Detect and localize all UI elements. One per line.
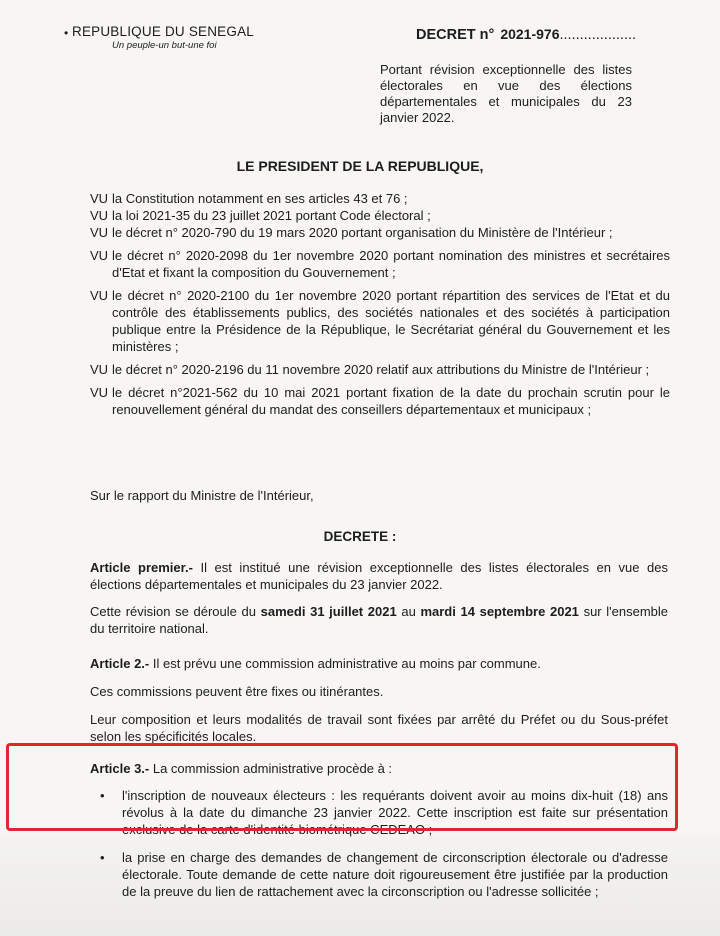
decrete-heading: DECRETE : (323, 529, 397, 544)
bullet-text: la prise en charge des demandes de changement de circonscription électorale ou d'adresse électorale. Toute demande de cette nature doit rigoureusement être justifiée par la production de la preuve du lien de rattachement avec la circonscription ou l'adresse sollicitée ; (122, 850, 668, 899)
decree-number: 2021-976 (500, 26, 560, 42)
decree-number-line (416, 26, 636, 43)
vu-list (90, 190, 670, 424)
bullet-icon: • (100, 788, 105, 803)
article-1-text: Il est institué une révision exceptionnelle des listes électorales en vue des élections départementales et municipales du 23 janvier 2022. (90, 560, 668, 592)
dates-text: Cette révision se déroule du (90, 604, 261, 619)
article-2-paragraph-2: Ces commissions peuvent être fixes ou itinérantes. (90, 684, 384, 699)
article-1-label: Article premier.- (90, 560, 193, 575)
republic-name: REPUBLIQUE DU SENEGAL (72, 24, 255, 39)
article-2-paragraph-3: Leur composition et leurs modalités de travail sont fixées par arrêté du Préfet ou du Sous-préfet selon les spécificités locales. (90, 712, 668, 744)
vu-text: le décret n° 2020-2100 du 1er novembre 2020 portant répartition des services de l'Etat et du contrôle des établissements publics, des sociétés nationales et des sociétés à participation publique entre la Présidence de la République, le Secrétariat général du Gouvernement et les ministères ; (112, 288, 670, 354)
vu-prefix: VU (90, 191, 109, 206)
republic-header (64, 24, 255, 51)
article-2-paragraph (90, 655, 668, 672)
vu-text: le décret n° 2020-2196 du 11 novembre 2020 relatif aux attributions du Ministre de l'Intérieur ; (112, 362, 650, 377)
vu-item (90, 247, 670, 281)
decree-label: DECRET n° (416, 27, 495, 43)
national-motto: Un peuple-un but-une foi (112, 40, 217, 51)
vu-text: le décret n° 2020-2098 du 1er novembre 2020 portant nomination des ministres et secrétaires d'Etat et fixant la composition du Gouvernement ; (112, 248, 670, 280)
vu-text: la Constitution notamment en ses articles 43 et 76 ; (112, 191, 408, 206)
vu-prefix: VU (90, 248, 109, 263)
article-1-paragraph (90, 559, 668, 593)
article-3-label: Article 3.- (90, 761, 150, 776)
article-3-bullet-2 (100, 849, 668, 900)
vu-prefix: VU (90, 225, 109, 240)
article-1-dates-paragraph (90, 603, 668, 637)
article-2-text: Il est prévu une commission administrative au moins par commune. (149, 656, 541, 671)
dates-text: au (396, 604, 421, 619)
rapport-line: Sur le rapport du Ministre de l'Intérieur, (90, 488, 314, 503)
vu-item (90, 361, 670, 378)
dates-text: sur l'ensemble du territoire national. (90, 604, 669, 636)
vu-prefix: VU (90, 208, 109, 223)
vu-text: la loi 2021-35 du 23 juillet 2021 portant Code électoral ; (112, 208, 431, 223)
start-date: samedi 31 juillet 2021 (260, 604, 397, 619)
president-heading: LE PRESIDENT DE LA REPUBLIQUE, (236, 158, 484, 174)
vu-item (90, 384, 670, 418)
vu-text: le décret n° 2020-790 du 19 mars 2020 portant organisation du Ministère de l'Intérieur ; (112, 225, 613, 240)
vu-prefix: VU (90, 288, 109, 303)
vu-prefix: VU (90, 385, 109, 400)
vu-prefix: VU (90, 362, 109, 377)
vu-item (90, 190, 670, 207)
red-highlight-box (6, 743, 678, 831)
end-date: mardi 14 septembre 2021 (420, 604, 579, 619)
decree-dots: ................... (559, 27, 637, 43)
decree-object: Portant révision exceptionnelle des listes électorales en vue des élections départementales et municipales du 23 janvier 2022. (380, 62, 632, 125)
bullet-icon: • (100, 850, 105, 865)
article-2-label: Article 2.- (90, 656, 150, 671)
bullet-text: l'inscription de nouveaux électeurs : les requérants doivent avoir au moins dix-huit (18) ans révolus à la date du dimanche 23 janvier 2022. Cette inscription est faite sur présentation exclusive de la carte d'identité biométrique CEDEAO ; (122, 788, 668, 837)
vu-text: le décret n°2021-562 du 10 mai 2021 portant fixation de la date du prochain scrutin pour le renouvellement général du mandat des conseillers départementaux et municipaux ; (112, 385, 670, 417)
vu-item (90, 224, 670, 241)
article-3-text: La commission administrative procède à : (149, 761, 393, 776)
vu-item (90, 287, 670, 355)
bullet-dot: • (64, 26, 69, 40)
vu-item (90, 207, 670, 224)
